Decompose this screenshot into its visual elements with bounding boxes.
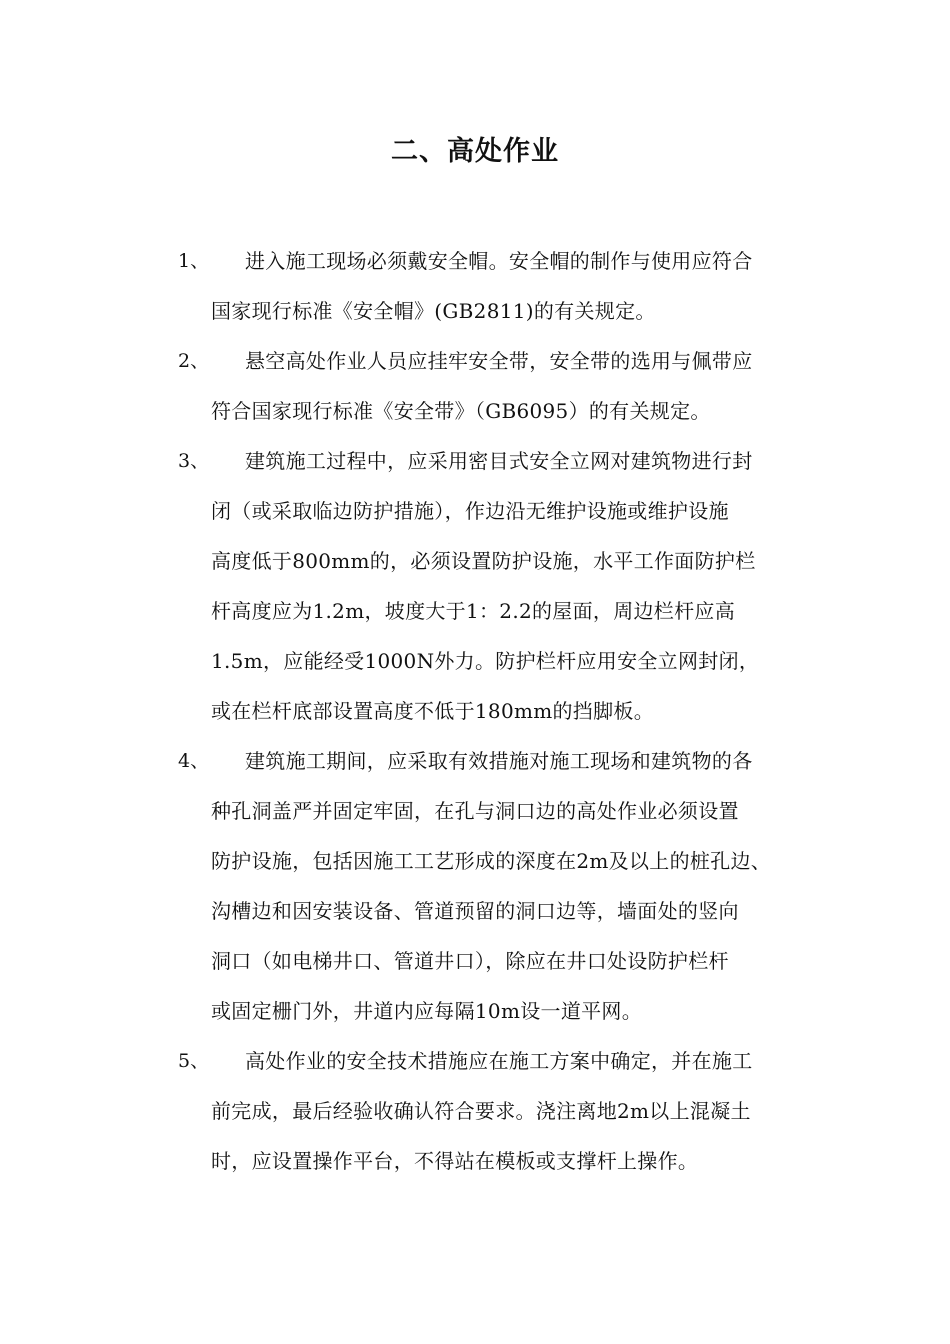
item-text-line: 时，应设置操作平台，不得站在模板或支撑杆上操作。 (211, 1149, 699, 1173)
item-text-line: 建筑施工期间，应采取有效措施对施工现场和建筑物的各 (245, 749, 753, 773)
item-text-line: 高处作业的安全技术措施应在施工方案中确定，并在施工 (245, 1049, 753, 1073)
item-list (0, 236, 950, 1186)
list-item (0, 236, 950, 336)
item-number: 3、 (178, 450, 210, 472)
item-text-line: 洞口（如电梯井口、管道井口），除应在井口处设防护栏杆 (211, 949, 729, 973)
list-item (0, 736, 950, 1036)
item-text-line: 进入施工现场必须戴安全帽。安全帽的制作与使用应符合 (245, 249, 753, 273)
item-number: 1、 (178, 250, 210, 272)
item-text-line: 种孔洞盖严并固定牢固，在孔与洞口边的高处作业必须设置 (211, 799, 739, 823)
item-number: 5、 (178, 1050, 210, 1072)
list-item (0, 336, 950, 436)
item-text-line: 或在栏杆底部设置高度不低于180mm的挡脚板。 (211, 699, 655, 723)
item-text-line: 防护设施，包括因施工工艺形成的深度在2m及以上的桩孔边、 (211, 849, 772, 873)
item-text-line: 杆高度应为1.2m，坡度大于1：2.2的屋面，周边栏杆应高 (211, 599, 736, 623)
item-text-line: 悬空高处作业人员应挂牢安全带，安全带的选用与佩带应 (245, 349, 753, 373)
list-item (0, 1036, 950, 1186)
item-text-line: 沟槽边和因安装设备、管道预留的洞口边等，墙面处的竖向 (211, 899, 739, 923)
item-text-line: 或固定栅门外，井道内应每隔10m设一道平网。 (211, 999, 643, 1023)
item-text-line: 1.5m，应能经受1000N外力。防护栏杆应用安全立网封闭， (211, 649, 760, 673)
item-text-line: 闭（或采取临边防护措施），作边沿无维护设施或维护设施 (211, 499, 729, 523)
item-text-line: 符合国家现行标准《安全带》（GB6095）的有关规定。 (211, 399, 711, 423)
item-number: 4、 (178, 750, 210, 772)
item-text-line: 高度低于800mm的，必须设置防护设施，水平工作面防护栏 (211, 549, 756, 573)
list-item (0, 436, 950, 736)
item-text-line: 前完成，最后经验收确认符合要求。浇注离地2m以上混凝土 (211, 1099, 751, 1123)
item-text-line: 建筑施工过程中，应采用密目式安全立网对建筑物进行封 (245, 449, 753, 473)
item-text-line: 国家现行标准《安全帽》(GB2811)的有关规定。 (211, 299, 656, 323)
item-number: 2、 (178, 350, 210, 372)
page-title: 二、高处作业 (391, 136, 559, 167)
